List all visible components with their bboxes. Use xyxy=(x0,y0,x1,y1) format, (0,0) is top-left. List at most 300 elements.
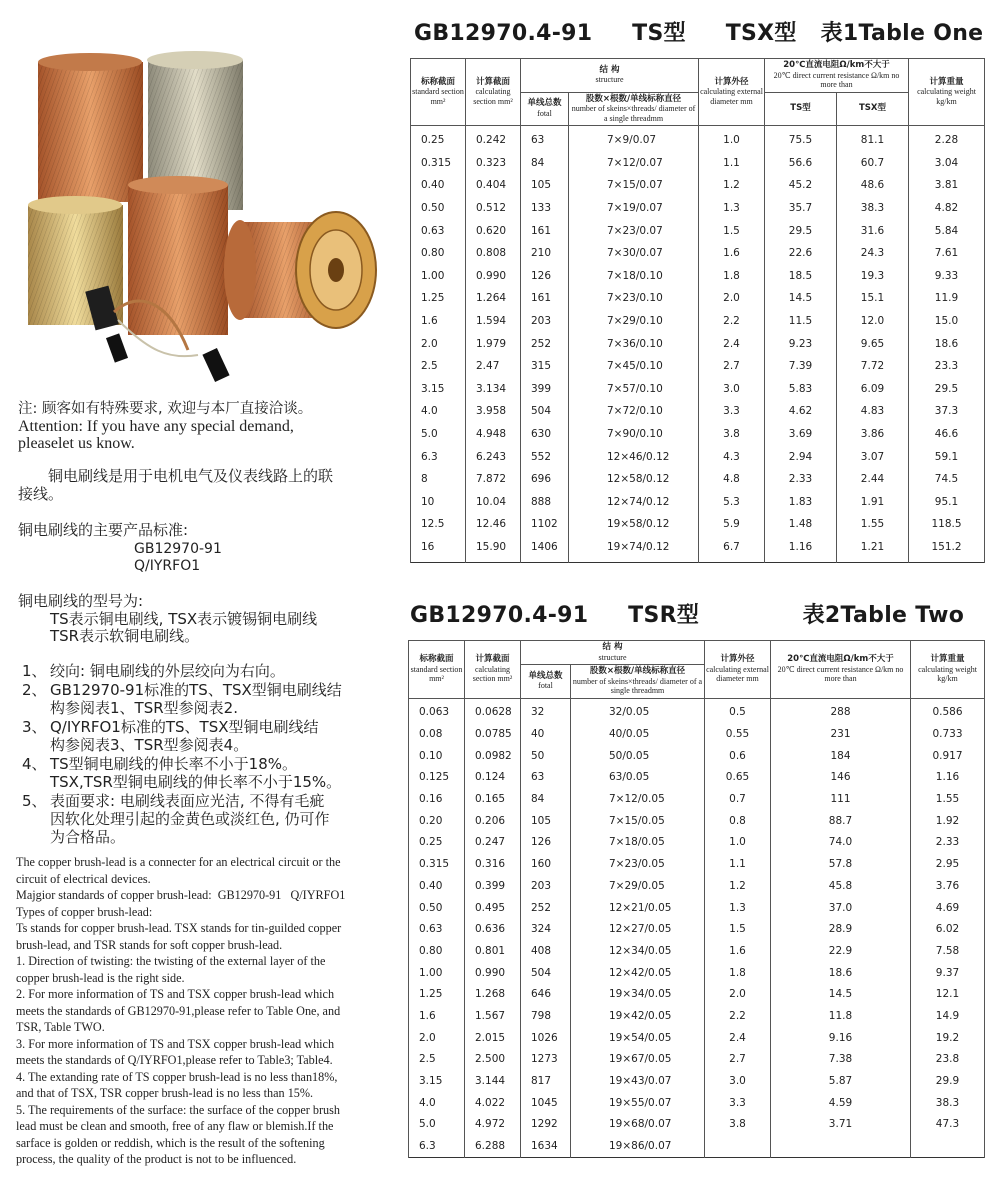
table-two xyxy=(408,640,985,1158)
table-cell: 252 xyxy=(521,897,571,919)
table-cell: 1.264 xyxy=(466,287,521,310)
table-cell: 1.21 xyxy=(837,536,909,563)
table-row xyxy=(409,1114,985,1136)
table-row xyxy=(409,983,985,1005)
table-cell: 84 xyxy=(521,788,571,810)
table-cell: 1.8 xyxy=(699,265,765,288)
table-cell: 12.46 xyxy=(466,513,521,536)
table-cell: 35.7 xyxy=(765,197,837,220)
table-cell: 7×15/0.05 xyxy=(571,810,705,832)
table-cell: 0.65 xyxy=(705,767,771,789)
table-cell: 2.4 xyxy=(699,332,765,355)
col-structure: 结 构 structure xyxy=(521,59,699,93)
table-cell: 2.2 xyxy=(699,310,765,333)
table-cell: 0.495 xyxy=(465,897,521,919)
table-cell: 38.3 xyxy=(837,197,909,220)
table-row xyxy=(409,1135,985,1157)
table-cell: 11.9 xyxy=(909,287,985,310)
table-cell: 15.1 xyxy=(837,287,909,310)
table-cell: 0.512 xyxy=(466,197,521,220)
table-cell: 0.323 xyxy=(466,152,521,175)
table-cell: 252 xyxy=(521,332,569,355)
table-cell: 161 xyxy=(521,287,569,310)
table-cell: 798 xyxy=(521,1005,571,1027)
requirements-list xyxy=(22,662,382,846)
table-cell: 4.83 xyxy=(837,400,909,423)
table-cell: 7×19/0.07 xyxy=(569,197,699,220)
table-cell: 3.144 xyxy=(465,1070,521,1092)
table-cell: 0.801 xyxy=(465,940,521,962)
table-row xyxy=(411,445,985,468)
table-row xyxy=(411,355,985,378)
table-cell: 160 xyxy=(521,853,571,875)
standard-q: Q/IYRFO1 xyxy=(134,558,201,574)
table-cell: 0.990 xyxy=(465,962,521,984)
table-cell: 1.268 xyxy=(465,983,521,1005)
table-cell: 4.69 xyxy=(911,897,985,919)
table-cell: 2.47 xyxy=(466,355,521,378)
table-cell: 2.95 xyxy=(911,853,985,875)
table-row xyxy=(411,152,985,175)
table-cell: 0.620 xyxy=(466,219,521,242)
table-cell: 28.9 xyxy=(771,918,911,940)
table-cell: 4.972 xyxy=(465,1114,521,1136)
col-total: 单线总数 fotal xyxy=(521,92,569,126)
table-cell: 37.3 xyxy=(909,400,985,423)
table-cell: 1.8 xyxy=(705,962,771,984)
table-cell: 3.134 xyxy=(466,378,521,401)
table-row xyxy=(411,513,985,536)
table-cell: 1.0 xyxy=(705,832,771,854)
table-cell: 56.6 xyxy=(765,152,837,175)
table-cell: 288 xyxy=(771,698,911,723)
table-row xyxy=(409,897,985,919)
table-row xyxy=(409,962,985,984)
table-cell: 7.38 xyxy=(771,1049,911,1071)
table-cell: 5.0 xyxy=(409,1114,465,1136)
table-cell: 111 xyxy=(771,788,911,810)
table-cell: 18.6 xyxy=(909,332,985,355)
table-cell: 29.9 xyxy=(911,1070,985,1092)
table-cell: 1.16 xyxy=(911,767,985,789)
table-cell: 0.733 xyxy=(911,723,985,745)
table-row xyxy=(409,698,985,723)
table-cell: 6.02 xyxy=(911,918,985,940)
table-row xyxy=(411,174,985,197)
table-cell: 1.00 xyxy=(411,265,466,288)
intro-line1: 铜电刷线是用于电机电气及仪表线路上的联 xyxy=(48,467,334,485)
table-cell: 0.10 xyxy=(409,745,465,767)
table-cell: 3.8 xyxy=(699,423,765,446)
table-cell: 504 xyxy=(521,962,571,984)
table-cell: 2.7 xyxy=(705,1049,771,1071)
table-cell: 1.25 xyxy=(409,983,465,1005)
table-cell: 4.022 xyxy=(465,1092,521,1114)
table-cell: 5.0 xyxy=(411,423,466,446)
table-row xyxy=(409,853,985,875)
standards-title: 铜电刷线的主要产品标准: xyxy=(18,521,189,539)
table-cell: 1.16 xyxy=(765,536,837,563)
table-cell: 15.90 xyxy=(466,536,521,563)
table-cell: 1.594 xyxy=(466,310,521,333)
table-row xyxy=(411,310,985,333)
copper-spool-back-left xyxy=(38,53,143,202)
table-cell: 2.0 xyxy=(409,1027,465,1049)
table-cell: 7×29/0.05 xyxy=(571,875,705,897)
table-cell: 1.2 xyxy=(699,174,765,197)
table-cell: 4.0 xyxy=(411,400,466,423)
table-cell: 50/0.05 xyxy=(571,745,705,767)
table-cell: 9.65 xyxy=(837,332,909,355)
table-cell: 1273 xyxy=(521,1049,571,1071)
table-cell: 40 xyxy=(521,723,571,745)
table-cell: 7×9/0.07 xyxy=(569,126,699,152)
table-cell: 2.33 xyxy=(911,832,985,854)
table-cell: 46.6 xyxy=(909,423,985,446)
table-row xyxy=(409,745,985,767)
table-cell: 50 xyxy=(521,745,571,767)
table-cell: 1.3 xyxy=(705,897,771,919)
table-cell: 0.206 xyxy=(465,810,521,832)
table-cell: 88.7 xyxy=(771,810,911,832)
table-cell: 324 xyxy=(521,918,571,940)
col-ts: TS型 xyxy=(765,92,837,126)
table-cell: 0.63 xyxy=(409,918,465,940)
table-cell: 63/0.05 xyxy=(571,767,705,789)
table-cell: 12×58/0.12 xyxy=(569,468,699,491)
table-cell: 6.09 xyxy=(837,378,909,401)
table-cell: 696 xyxy=(521,468,569,491)
table-row xyxy=(411,265,985,288)
table-cell: 1.2 xyxy=(705,875,771,897)
table-cell: 7.72 xyxy=(837,355,909,378)
table-cell: 7×57/0.10 xyxy=(569,378,699,401)
table-cell: 1.3 xyxy=(699,197,765,220)
table-cell: 7×23/0.07 xyxy=(569,219,699,242)
table-cell: 0.125 xyxy=(409,767,465,789)
table-cell: 12.5 xyxy=(411,513,466,536)
table-cell: 3.81 xyxy=(909,174,985,197)
table-cell: 0.20 xyxy=(409,810,465,832)
table-cell: 2.500 xyxy=(465,1049,521,1071)
table-row xyxy=(409,1005,985,1027)
table-row xyxy=(411,197,985,220)
table-cell: 63 xyxy=(521,767,571,789)
table-row xyxy=(411,491,985,514)
table-row xyxy=(409,832,985,854)
table-cell: 0.08 xyxy=(409,723,465,745)
table-cell: 4.0 xyxy=(409,1092,465,1114)
table-cell: 1.91 xyxy=(837,491,909,514)
table-cell: 7.61 xyxy=(909,242,985,265)
table-cell: 32/0.05 xyxy=(571,698,705,723)
table-cell: 31.6 xyxy=(837,219,909,242)
table-cell: 9.16 xyxy=(771,1027,911,1049)
english-description: The copper brush-lead is a connecter for an electrical circuit or the circuit of electrical devices. Majgior standards of copper brush-lead: GB12970-91 Q/IYRFO1 Types of copper brush-lead: Ts stands for copper brush-lead. TSX stands for tin-guilded copper brush-lead, and TSR stands for soft copper brush-lead. 1. Direction of twisting: the twisting of the external layer of the copper brush-lead is the right side. 2. For more information of TS and TSX copper brush-lead which meets the standards of GB12970-91,please refer to Table One, and TSR, Table TWO. 3. For more information of TS and TSX copper brush-lead which meets the standards of Q/IYRFO1,please refer to Table3; Table4. 4. The extanding rate of TS copper brush-lead is no less than18%, and that of TSX, TSR copper brush-lead is no less than 15%. 5. The requirements of the surface: the surface of the copper brush lead must be clean and smooth, free of any flaw or blemish.If the sarface is golden or reddish, which is the result of the softening process, the quality of the product is not to be influenced. xyxy=(16,855,346,1166)
table-cell: 0.50 xyxy=(411,197,466,220)
table-cell: 3.07 xyxy=(837,445,909,468)
table-cell: 3.76 xyxy=(911,875,985,897)
table-cell: 646 xyxy=(521,983,571,1005)
table-cell: 19×34/0.05 xyxy=(571,983,705,1005)
table-row xyxy=(411,400,985,423)
table-cell: 1.1 xyxy=(705,853,771,875)
table-cell: 0.242 xyxy=(466,126,521,152)
table-cell: 9.33 xyxy=(909,265,985,288)
intro-line2: 接线。 xyxy=(18,485,64,503)
note-cn: 注: 顾客如有特殊要求, 欢迎与本厂直接洽谈。 xyxy=(18,401,313,417)
note-en-line1: Attention: If you have any special demand, xyxy=(18,418,294,435)
table-cell: 3.86 xyxy=(837,423,909,446)
table-cell: 12.1 xyxy=(911,983,985,1005)
table-row xyxy=(409,1070,985,1092)
types-line1: TS表示铜电刷线, TSX表示镀锡铜电刷线 xyxy=(50,610,318,628)
table-cell: 0.40 xyxy=(411,174,466,197)
table-cell: 18.5 xyxy=(765,265,837,288)
table-cell: 3.04 xyxy=(909,152,985,175)
table-cell: 29.5 xyxy=(909,378,985,401)
table-cell: 1.567 xyxy=(465,1005,521,1027)
table-cell: 1102 xyxy=(521,513,569,536)
table-cell: 74.5 xyxy=(909,468,985,491)
col-external-diameter: 计算外径 calculating external diameter mm xyxy=(705,641,771,699)
table-cell: 105 xyxy=(521,174,569,197)
table-cell: 7×45/0.10 xyxy=(569,355,699,378)
table-cell: 4.62 xyxy=(765,400,837,423)
table-row xyxy=(409,1049,985,1071)
table-cell: 0.063 xyxy=(409,698,465,723)
table-cell: 22.6 xyxy=(765,242,837,265)
table-row xyxy=(411,536,985,563)
table-cell: 817 xyxy=(521,1070,571,1092)
table-cell: 45.8 xyxy=(771,875,911,897)
table-cell: 7×90/0.10 xyxy=(569,423,699,446)
table-cell: 3.71 xyxy=(771,1114,911,1136)
table-cell: 146 xyxy=(771,767,911,789)
table-cell: 7×18/0.10 xyxy=(569,265,699,288)
table-cell: 6.243 xyxy=(466,445,521,468)
table-cell: 1634 xyxy=(521,1135,571,1157)
table-cell: 118.5 xyxy=(909,513,985,536)
table-cell: 630 xyxy=(521,423,569,446)
table-row xyxy=(409,810,985,832)
table-cell: 12×74/0.12 xyxy=(569,491,699,514)
table-cell: 9.37 xyxy=(911,962,985,984)
table-cell: 4.3 xyxy=(699,445,765,468)
table-cell: 37.0 xyxy=(771,897,911,919)
table-cell: 2.44 xyxy=(837,468,909,491)
col-skeins: 股数×根数/单线标称直径 number of skeins×threads/ diameter of a single threadmm xyxy=(571,665,705,699)
table-cell: 7×15/0.07 xyxy=(569,174,699,197)
table-cell: 16 xyxy=(411,536,466,563)
table-cell: 3.3 xyxy=(705,1092,771,1114)
table-cell: 38.3 xyxy=(911,1092,985,1114)
table-cell: 133 xyxy=(521,197,569,220)
table-cell: 1.979 xyxy=(466,332,521,355)
table-cell: 74.0 xyxy=(771,832,911,854)
table-cell: 6.7 xyxy=(699,536,765,563)
table-cell: 1.6 xyxy=(705,940,771,962)
table-row xyxy=(409,875,985,897)
table-row xyxy=(409,767,985,789)
table-cell: 48.6 xyxy=(837,174,909,197)
table-cell: 184 xyxy=(771,745,911,767)
table-row xyxy=(409,1092,985,1114)
table-cell: 408 xyxy=(521,940,571,962)
table-cell: 7.39 xyxy=(765,355,837,378)
table1-heading: GB12970.4-91 TS型 TSX型 表1Table One xyxy=(414,21,984,46)
table-row xyxy=(409,940,985,962)
table-cell: 84 xyxy=(521,152,569,175)
table-cell: 7×18/0.05 xyxy=(571,832,705,854)
table-cell: 2.0 xyxy=(699,287,765,310)
table-cell: 5.84 xyxy=(909,219,985,242)
table-cell: 7.872 xyxy=(466,468,521,491)
table-cell: 0.55 xyxy=(705,723,771,745)
table-cell: 0.808 xyxy=(466,242,521,265)
table-cell: 45.2 xyxy=(765,174,837,197)
table-cell: 2.94 xyxy=(765,445,837,468)
table-cell: 7×72/0.10 xyxy=(569,400,699,423)
table-cell: 1.55 xyxy=(911,788,985,810)
table-cell: 0.7 xyxy=(705,788,771,810)
table-cell: 0.6 xyxy=(705,745,771,767)
table-cell: 3.69 xyxy=(765,423,837,446)
table-cell: 19×67/0.05 xyxy=(571,1049,705,1071)
table-cell: 126 xyxy=(521,832,571,854)
table-cell: 1.25 xyxy=(411,287,466,310)
table-cell: 3.0 xyxy=(699,378,765,401)
table2-heading: GB12970.4-91 TSR型 表2Table Two xyxy=(410,603,965,628)
table-cell: 0.63 xyxy=(411,219,466,242)
table-cell: 7×12/0.05 xyxy=(571,788,705,810)
table-cell: 2.7 xyxy=(699,355,765,378)
list-item: 2、 GB12970-91标准的TS、TSX型铜电刷线结 构参阅表1、TSR型参阅表2. xyxy=(22,681,342,717)
table-cell: 0.316 xyxy=(465,853,521,875)
table-cell: 7.58 xyxy=(911,940,985,962)
table-cell: 0.917 xyxy=(911,745,985,767)
table-cell: 19.2 xyxy=(911,1027,985,1049)
table-cell: 75.5 xyxy=(765,126,837,152)
table-cell: 1.55 xyxy=(837,513,909,536)
table-cell: 7×30/0.07 xyxy=(569,242,699,265)
table-cell: 1.1 xyxy=(699,152,765,175)
note-en-line2: pleaselet us know. xyxy=(18,435,135,452)
table-row xyxy=(411,332,985,355)
col-calculating-section: 计算截面 calculating section mm² xyxy=(466,59,521,126)
table-cell: 5.83 xyxy=(765,378,837,401)
table-cell: 1.5 xyxy=(705,918,771,940)
table-cell: 0.40 xyxy=(409,875,465,897)
table-cell: 2.0 xyxy=(705,983,771,1005)
table-cell: 12×42/0.05 xyxy=(571,962,705,984)
col-weight: 计算重量 calculating weight kg/km xyxy=(909,59,985,126)
table-cell: 0.315 xyxy=(409,853,465,875)
table-cell: 0.586 xyxy=(911,698,985,723)
table-cell: 12×34/0.05 xyxy=(571,940,705,962)
table-cell: 4.8 xyxy=(699,468,765,491)
table-cell: 315 xyxy=(521,355,569,378)
table-cell: 0.247 xyxy=(465,832,521,854)
table-cell: 12×27/0.05 xyxy=(571,918,705,940)
table-row xyxy=(411,287,985,310)
table-cell: 399 xyxy=(521,378,569,401)
table-cell: 10 xyxy=(411,491,466,514)
table-cell: 0.25 xyxy=(409,832,465,854)
table-cell: 3.3 xyxy=(699,400,765,423)
table-row xyxy=(411,423,985,446)
table-cell: 40/0.05 xyxy=(571,723,705,745)
table-cell xyxy=(705,1135,771,1157)
col-resistance: 20℃直流电阻Ω/km不大于 20℃ direct current resistance Ω/km no more than xyxy=(765,59,909,93)
table-cell: 10.04 xyxy=(466,491,521,514)
table-cell: 12.0 xyxy=(837,310,909,333)
table-row xyxy=(409,723,985,745)
table-cell: 12×46/0.12 xyxy=(569,445,699,468)
table-cell: 3.8 xyxy=(705,1114,771,1136)
table-cell: 2.4 xyxy=(705,1027,771,1049)
table-cell: 19.3 xyxy=(837,265,909,288)
table-row xyxy=(409,1027,985,1049)
table-cell: 19×74/0.12 xyxy=(569,536,699,563)
product-photo xyxy=(18,50,378,390)
table-cell: 3.15 xyxy=(411,378,466,401)
table-cell: 1.6 xyxy=(411,310,466,333)
table-cell: 126 xyxy=(521,265,569,288)
table-cell xyxy=(911,1135,985,1157)
standard-gb: GB12970-91 xyxy=(134,541,222,557)
table-cell: 23.8 xyxy=(911,1049,985,1071)
table-cell: 161 xyxy=(521,219,569,242)
table-cell: 504 xyxy=(521,400,569,423)
table-cell: 4.82 xyxy=(909,197,985,220)
table-cell: 2.015 xyxy=(465,1027,521,1049)
table-cell xyxy=(771,1135,911,1157)
table-cell: 19×86/0.07 xyxy=(571,1135,705,1157)
table-cell: 552 xyxy=(521,445,569,468)
table-cell: 19×54/0.05 xyxy=(571,1027,705,1049)
table-cell: 1.6 xyxy=(699,242,765,265)
table-cell: 18.6 xyxy=(771,962,911,984)
table-row xyxy=(411,126,985,152)
table-cell: 1.48 xyxy=(765,513,837,536)
col-tsx: TSX型 xyxy=(837,92,909,126)
table-cell: 0.80 xyxy=(409,940,465,962)
types-title: 铜电刷线的型号为: xyxy=(18,592,144,610)
table-cell: 7×12/0.07 xyxy=(569,152,699,175)
col-skeins: 股数×根数/单线标称直径 number of skeins×threads/ diameter of a single threadmm xyxy=(569,92,699,126)
table-cell: 15.0 xyxy=(909,310,985,333)
table-cell: 0.0628 xyxy=(465,698,521,723)
list-item: 4、 TS型铜电刷线的伸长率不小于18%。 TSX,TSR型铜电刷线的伸长率不小于15%。 xyxy=(22,755,342,791)
table-cell: 19×68/0.07 xyxy=(571,1114,705,1136)
table-cell: 12×21/0.05 xyxy=(571,897,705,919)
table-row xyxy=(411,219,985,242)
table-cell: 2.28 xyxy=(909,126,985,152)
table-cell: 29.5 xyxy=(765,219,837,242)
table-cell: 6.3 xyxy=(409,1135,465,1157)
table-cell: 57.8 xyxy=(771,853,911,875)
table-cell: 2.5 xyxy=(409,1049,465,1071)
table-cell: 7×23/0.10 xyxy=(569,287,699,310)
table-cell: 0.8 xyxy=(705,810,771,832)
table-cell: 231 xyxy=(771,723,911,745)
col-calculating-section: 计算截面 calculating section mm² xyxy=(465,641,521,699)
copper-reel-right xyxy=(224,212,376,328)
table-cell: 59.1 xyxy=(909,445,985,468)
col-weight: 计算重量 calculating weight kg/km xyxy=(911,641,985,699)
col-standard-section: 标称截面 standard section mm² xyxy=(411,59,466,126)
